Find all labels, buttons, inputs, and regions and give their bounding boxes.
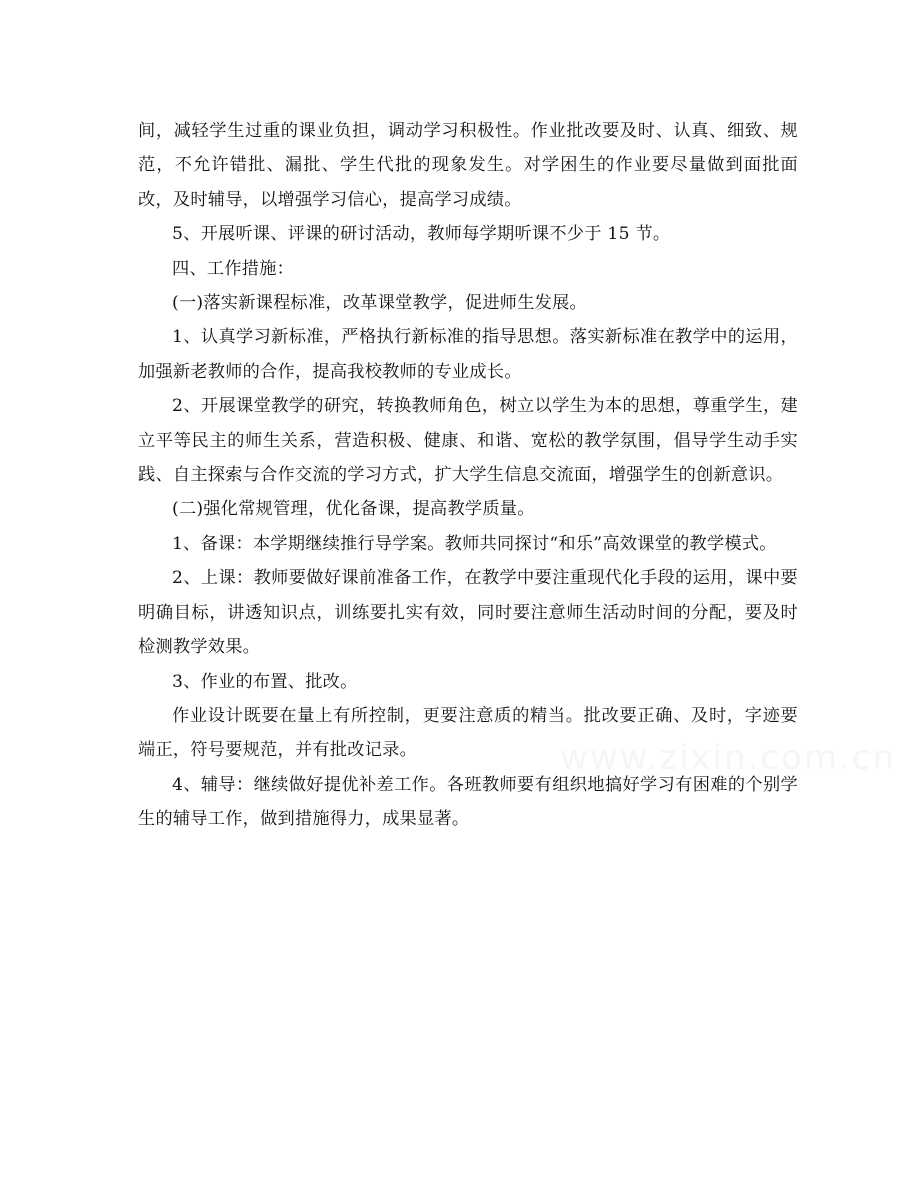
subsection-heading-2: (二)强化常规管理，优化备课，提高教学质量。 [172,499,535,520]
paragraph-tutoring: 4、辅导：继续做好提优补差工作。各班教师要有组织地搞好学习有困难的个别学生的辅导工作，做到措施得力，成果显著。 [138,774,798,830]
paragraph-homework-heading: 3、作业的布置、批改。 [172,671,358,692]
paragraph-lesson-prep: 1、备课：本学期继续推行导学案。教师共同探讨“和乐”高效课堂的教学模式。 [172,533,777,554]
paragraph-teaching: 2、上课：教师要做好课前准备工作，在教学中要注重现代化手段的运用，课中要明确目标，讲透知识点，训练要扎实有效，同时要注意师生活动时间的分配，要及时检测教学效果。 [138,568,798,658]
paragraph-study-standards: 1、认真学习新标准，严格执行新标准的指导思想。落实新标准在教学中的运用，加强新老教师的合作，提高我校教师的专业成长。 [138,327,798,382]
paragraph-classroom-research: 2、开展课堂教学的研究，转换教师角色，树立以学生为本的思想，尊重学生，建立平等民主的师生关系，营造积极、健康、和谐、宽松的教学氛围，倡导学生动手实践、自主探索与合作交流的学习方式，扩大学生信息交流面，增强学生的创新意识。 [138,396,798,486]
paragraph-1: 间，减轻学生过重的课业负担，调动学习积极性。作业批改要及时、认真、细致、规范，不允许错批、漏批、学生代批的现象发生。对学困生的作业要尽量做到面批面改，及时辅导，以增强学习信心，提高学习成绩。 [138,121,798,210]
document-body [138,114,798,837]
paragraph-2: 5、开展听课、评课的研讨活动，教师每学期听课不少于 15 节。 [172,224,671,245]
paragraph-homework-design: 作业设计既要在量上有所控制，更要注意质的精当。批改要正确、及时，字迹要端正，符号要规范，并有批改记录。 [138,705,798,761]
subsection-heading-1: (一)落实新课程标准，改革课堂教学，促进师生发展。 [172,293,587,314]
section-heading-measures: 四、工作措施： [172,258,295,279]
